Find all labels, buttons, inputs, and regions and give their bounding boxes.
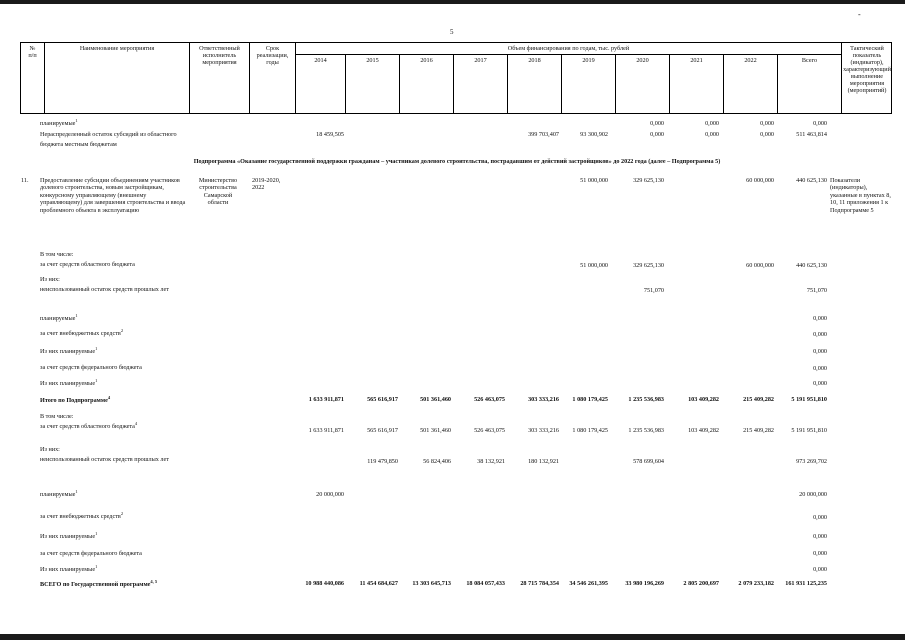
cell-value: 565 616,917	[367, 427, 398, 434]
cell-value: 28 715 784,354	[520, 580, 559, 587]
item-11-executor: Министерство строительства Самарской области	[198, 177, 238, 207]
cell-value: 20 000,000	[799, 491, 827, 498]
cell-value: 18 459,505	[316, 131, 344, 138]
cell-value: 0,000	[813, 550, 827, 557]
cell-value: 33 980 196,269	[625, 580, 664, 587]
footnote-mark: 2	[120, 511, 124, 516]
row-label	[40, 547, 190, 557]
cell-value: 303 333,216	[528, 396, 559, 403]
cell-value: 2 079 233,182	[738, 580, 774, 587]
cell-value: 1 633 911,871	[308, 427, 344, 434]
cell-value: 20 000,000	[316, 491, 344, 498]
cell-value: 526 463,075	[474, 427, 505, 434]
cell-value: 18 084 057,433	[466, 580, 505, 587]
item-11-indicator: Показатели (индикаторы), указанные в пунктах 8, 10, 11 приложения 1 к Подпрограмме 5	[830, 177, 891, 214]
cell-value: 5 191 951,810	[791, 427, 827, 434]
row-label-text: Нераспределенный остаток субсидий из областного бюджета местным бюджетам	[40, 131, 177, 149]
col-term-header: Срок реализации, годы	[256, 45, 289, 66]
cell-value: 0,000	[813, 365, 827, 372]
page-number: 5	[450, 28, 454, 36]
cell-value: 60 000,000	[746, 177, 774, 184]
item-11-name: Предоставление субсидии объединениям участников долевого строительства, новым застройщикам, конкурсному управляющему (внешнему управляющему) для завершения строительства и ввода проблемного объекта в эксплуатацию	[40, 177, 186, 214]
cell-value: 0,000	[813, 348, 827, 355]
row-label-text: планируемые	[40, 315, 76, 323]
row-label-text: В том числе: за счет средств областного бюджета	[40, 251, 135, 269]
year-header: 2021	[690, 57, 703, 64]
cell-value: 0,000	[813, 514, 827, 521]
corner-mark: -	[858, 10, 861, 19]
row-label	[40, 345, 190, 355]
year-header: 2016	[420, 57, 433, 64]
cell-value: 329 625,130	[633, 177, 664, 184]
cell-value: 215 409,282	[743, 396, 774, 403]
footnote-mark: 1	[95, 346, 98, 351]
cell-value: 11 454 684,627	[359, 580, 398, 587]
table-header	[20, 42, 892, 114]
scan-border-top	[0, 0, 905, 4]
cell-value: 501 361,460	[420, 427, 451, 434]
cell-value: 180 132,921	[528, 458, 559, 465]
cell-value: 1 080 179,425	[572, 396, 608, 403]
cell-value: 973 269,702	[796, 458, 827, 465]
year-header: 2020	[636, 57, 649, 64]
cell-value: 329 625,130	[633, 262, 664, 269]
row-label	[40, 530, 190, 540]
cell-value: 119 479,850	[367, 458, 398, 465]
cell-value: 51 000,000	[580, 177, 608, 184]
footnote-mark: 2	[120, 328, 124, 333]
row-label	[40, 251, 190, 269]
cell-value: 0,000	[813, 380, 827, 387]
row-label	[40, 312, 190, 322]
subprogram-title: Подпрограмма «Оказание государственной поддержки гражданам – участникам долевого строительства, пострадавшим от действий застройщиков» до 2022 года (далее – Подпрограмма 5)	[193, 158, 721, 165]
cell-value: 103 409,282	[688, 427, 719, 434]
year-header: 2014	[314, 57, 327, 64]
row-label	[40, 510, 190, 520]
cell-value: 399 703,407	[528, 131, 559, 138]
cell-value: 0,000	[760, 120, 774, 127]
cell-value: 0,000	[813, 533, 827, 540]
cell-value: 34 546 261,395	[569, 580, 608, 587]
row-label-text: планируемые	[40, 120, 76, 128]
cell-value: 578 699,604	[633, 458, 664, 465]
cell-value: 511 463,814	[796, 131, 827, 138]
footnote-mark: 1	[75, 489, 78, 494]
scan-border-bottom	[0, 634, 905, 640]
cell-value: 1 235 536,983	[628, 396, 664, 403]
col-executor-header: Ответственный исполнитель мероприятия	[199, 45, 240, 66]
cell-value: 526 463,075	[474, 396, 505, 403]
cell-value: 0,000	[813, 331, 827, 338]
row-label-text: Итого по Подпрограмме	[40, 397, 108, 405]
footnote-mark: 4	[107, 395, 111, 400]
col-name-header: Наименование мероприятия	[79, 45, 155, 52]
row-label	[40, 361, 190, 371]
row-label	[40, 446, 190, 464]
cell-value: 440 625,130	[796, 262, 827, 269]
footnote-mark: 1	[75, 313, 78, 318]
year-header: 2019	[582, 57, 595, 64]
row-label-text: Из них планируемые	[40, 380, 96, 388]
cell-value: 103 409,282	[688, 396, 719, 403]
footnote-mark: 1	[95, 378, 98, 383]
row-label-text: за счет внебюджетных средств	[40, 513, 121, 521]
cell-value: 0,000	[813, 566, 827, 573]
cell-value: 0,000	[813, 315, 827, 322]
row-label-text: за счет средств федерального бюджета	[40, 550, 142, 558]
cell-value: 565 616,917	[367, 396, 398, 403]
item-11-number: 11.	[21, 177, 29, 184]
footnote-mark: 1	[75, 118, 78, 123]
row-label-text: Из них планируемые	[40, 533, 96, 541]
footnote-mark: 4	[134, 421, 138, 427]
cell-value: 1 080 179,425	[572, 427, 608, 434]
cell-value: 10 988 440,086	[305, 580, 344, 587]
row-label-text: Из них: неиспользованный остаток средств прошлых лет	[40, 276, 169, 294]
row-label-text: за счет средств федерального бюджета	[40, 364, 142, 372]
cell-value: 0,000	[705, 131, 719, 138]
row-label-text: Из них планируемые	[40, 348, 96, 356]
cell-value: 215 409,282	[743, 427, 774, 434]
item-11-term: 2019-2020, 2022	[252, 177, 281, 192]
row-label-text: В том числе: за счет средств областного бюджета	[40, 413, 135, 431]
cell-value: 0,000	[650, 120, 664, 127]
col-volume-header: Объем финансирования по годам, тыс. рублей	[507, 45, 630, 52]
row-label-text: ВСЕГО по Государственной программе	[40, 581, 151, 589]
cell-value: 751,070	[643, 287, 664, 294]
row-label-text: Из них планируемые	[40, 566, 96, 574]
cell-value: 60 000,000	[746, 262, 774, 269]
year-header: 2015	[366, 57, 379, 64]
row-label-text: планируемые	[40, 491, 76, 499]
row-label	[40, 377, 190, 387]
row-label	[40, 413, 190, 431]
cell-value: 93 300,902	[580, 131, 608, 138]
row-label-text: Из них: неиспользованный остаток средств прошлых лет	[40, 446, 169, 464]
cell-value: 0,000	[705, 120, 719, 127]
cell-value: 1 633 911,871	[308, 396, 344, 403]
cell-value: 751,070	[806, 287, 827, 294]
cell-value: 1 235 536,983	[628, 427, 664, 434]
cell-value: 161 931 125,235	[785, 580, 827, 587]
cell-value: 303 333,216	[528, 427, 559, 434]
row-label	[40, 131, 190, 149]
cell-value: 56 824,406	[423, 458, 451, 465]
row-label	[40, 563, 190, 573]
cell-value: 51 000,000	[580, 262, 608, 269]
cell-value: 38 132,921	[477, 458, 505, 465]
cell-value: 5 191 951,810	[791, 396, 827, 403]
footnote-mark: 4, 5	[150, 579, 158, 584]
footnote-mark: 1	[95, 531, 98, 536]
cell-value: 13 303 645,713	[412, 580, 451, 587]
cell-value: 2 805 200,697	[683, 580, 719, 587]
row-label	[40, 327, 190, 337]
row-label	[40, 578, 190, 588]
cell-value: 501 361,460	[420, 396, 451, 403]
row-label	[40, 117, 190, 127]
cell-value: 0,000	[650, 131, 664, 138]
cell-value: 0,000	[760, 131, 774, 138]
row-label	[40, 488, 190, 498]
row-label	[40, 394, 190, 404]
year-header: 2017	[474, 57, 487, 64]
year-header: 2022	[744, 57, 757, 64]
row-label-text: за счет внебюджетных средств	[40, 330, 121, 338]
col-indicator-header: Тактический показатель (индикатор), характеризующий выполнение мероприятия (мероприятий)	[843, 45, 891, 94]
year-header: 2018	[528, 57, 541, 64]
year-header: Всего	[801, 57, 818, 64]
cell-value: 440 625,130	[796, 177, 827, 184]
cell-value: 0,000	[813, 120, 827, 127]
col-no-header: № п/п	[28, 45, 37, 59]
row-label	[40, 276, 190, 294]
footnote-mark: 1	[95, 564, 98, 569]
